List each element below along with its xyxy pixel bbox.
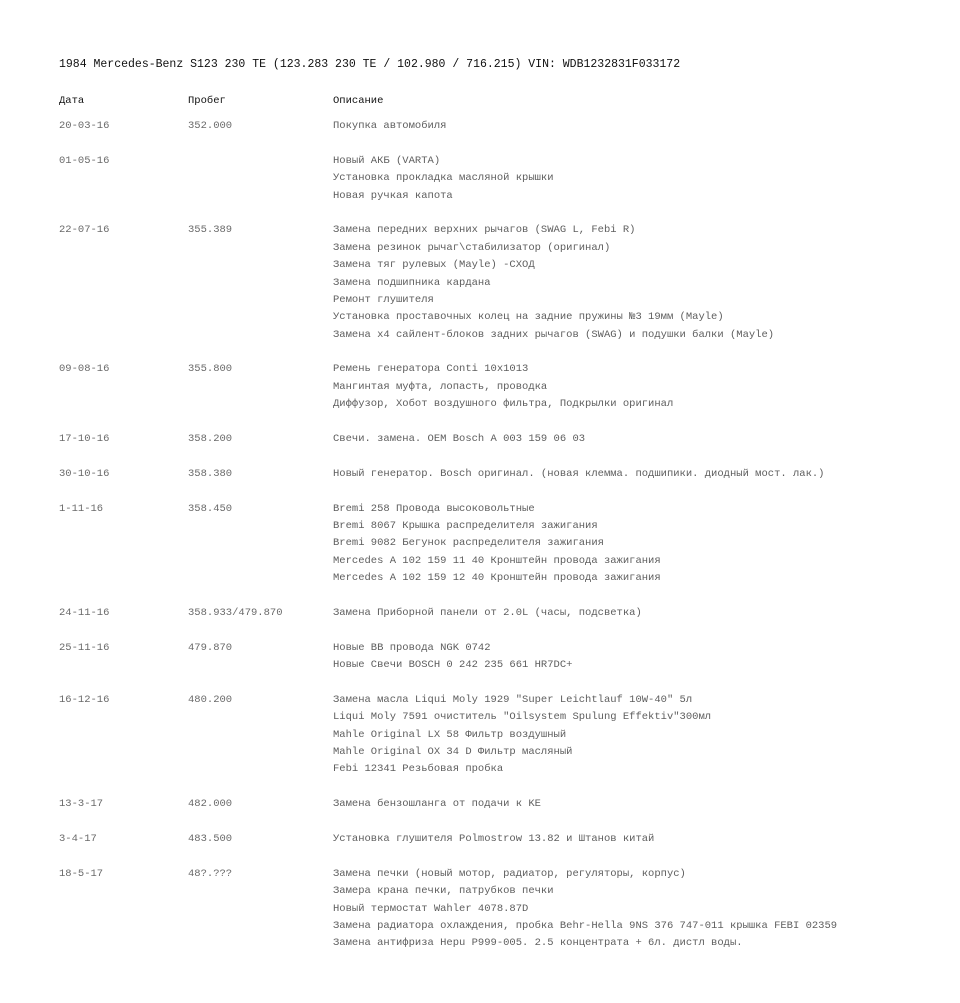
entry-mileage: 48?.??? <box>188 867 233 880</box>
entry-description <box>333 361 953 413</box>
description-line: Диффузор, Хобот воздушного фильтра, Подкрылки оригинал <box>333 398 674 411</box>
description-line: Замера крана печки, патрубков печки <box>333 885 554 898</box>
description-line: Bremi 9082 Бегунок распределителя зажигания <box>333 537 604 550</box>
service-entry <box>0 361 960 413</box>
entry-mileage: 352.000 <box>188 120 233 132</box>
description-line: Замена х4 сайлент-блоков задних рычагов (SWAG) и подушки балки (Mayle) <box>333 328 775 341</box>
description-line: Mercedes A 102 159 12 40 Кронштейн провода зажигания <box>333 572 661 585</box>
description-line: Установка глушителя Polmostrow 13.82 и Штанов китай <box>333 833 655 846</box>
column-header-mileage: Пробег <box>188 95 226 107</box>
description-line: Замена печки (новый мотор, радиатор, регуляторы, корпус) <box>333 867 686 880</box>
entry-description <box>333 866 953 953</box>
description-line: Замена резинок рычаг\стабилизатор (оригинал) <box>333 241 611 254</box>
entry-description <box>333 118 953 135</box>
description-line: Установка проставочных колец на задние пружины №3 19мм (Mayle) <box>333 311 724 324</box>
entry-description <box>333 222 953 344</box>
description-line: Mercedes A 102 159 11 40 Кронштейн провода зажигания <box>333 554 661 567</box>
description-line: Мангинтая муфта, лопасть, проводка <box>333 380 548 393</box>
service-entry <box>0 466 960 483</box>
description-line: Новые Свечи BOSCH 0 242 235 661 HR7DC+ <box>333 659 573 672</box>
description-line: Замена передних верхних рычагов (SWAG L, Febi R) <box>333 224 636 237</box>
entry-description <box>333 831 953 848</box>
description-line: Mahle Original LX 58 Фильтр воздушный <box>333 728 567 741</box>
description-line: Замена подшипника кардана <box>333 276 491 289</box>
entry-mileage: 355.800 <box>188 363 233 376</box>
entry-description <box>333 692 953 779</box>
description-line: Bremi 258 Провода высоковольтные <box>333 502 535 515</box>
entry-description <box>333 431 953 448</box>
description-line: Mahle Original OX 34 D Фильтр масляный <box>333 746 573 759</box>
entry-mileage: 483.500 <box>188 833 233 846</box>
description-line: Установка прокладка масляной крышки <box>333 172 554 185</box>
description-line: Замена Приборной панели от 2.0L (часы, подсветка) <box>333 606 642 619</box>
description-line: Новый АКБ (VARTA) <box>333 154 441 167</box>
entry-date: 09-08-16 <box>59 363 110 376</box>
service-entry <box>0 501 960 588</box>
entry-date: 01-05-16 <box>59 154 110 167</box>
column-header-date: Дата <box>59 95 85 107</box>
entry-description <box>333 605 953 622</box>
service-entry <box>0 605 960 622</box>
entry-description <box>333 796 953 813</box>
entry-date: 17-10-16 <box>59 433 110 446</box>
entry-date: 13-3-17 <box>59 798 104 811</box>
entry-mileage: 480.200 <box>188 693 233 706</box>
entry-mileage: 358.933/479.870 <box>188 606 283 619</box>
description-line: Покупка автомобиля <box>333 120 447 132</box>
service-entry <box>0 640 960 675</box>
service-entry <box>0 831 960 848</box>
service-entry <box>0 431 960 448</box>
description-line: Новый генератор. Bosch оригинал. (новая клемма. подшипики. диодный мост. лак.) <box>333 467 825 480</box>
document-title: 1984 Mercedes-Benz S123 230 TE (123.283 230 TE / 102.980 / 716.215) VIN: WDB1232831F033172 <box>59 58 681 71</box>
entry-description <box>333 640 953 675</box>
entry-description <box>333 466 953 483</box>
service-entry <box>0 692 960 779</box>
description-line: Ремонт глушителя <box>333 293 434 306</box>
entry-description <box>333 153 953 205</box>
column-header-description: Описание <box>333 95 384 107</box>
description-line: Liqui Moly 7591 очиститель "Oilsystem Spulung Effektiv"300мл <box>333 711 712 724</box>
description-line: Замена радиатора охлаждения, пробка Behr-Hella 9NS 376 747-011 крышка FEBI 02359 <box>333 919 838 932</box>
service-entry <box>0 796 960 813</box>
description-line: Новая ручкая капота <box>333 189 453 202</box>
description-line: Bremi 8067 Крышка распределителя зажигания <box>333 519 598 532</box>
entry-date: 22-07-16 <box>59 224 110 237</box>
description-line: Замена антифриза Hepu P999-005. 2.5 концентрата + 6л. дистл воды. <box>333 937 743 950</box>
entry-date: 24-11-16 <box>59 606 110 619</box>
entry-mileage: 479.870 <box>188 641 233 654</box>
description-line: Febi 12341 Резьбовая пробка <box>333 763 504 776</box>
description-line: Ремень генератора Conti 10x1013 <box>333 363 529 376</box>
description-line: Новый термостат Wahler 4078.87D <box>333 902 529 915</box>
entry-mileage: 358.450 <box>188 502 233 515</box>
entry-date: 16-12-16 <box>59 693 110 706</box>
service-entry <box>0 866 960 953</box>
entry-date: 18-5-17 <box>59 867 104 880</box>
entry-date: 3-4-17 <box>59 833 97 846</box>
entry-mileage: 482.000 <box>188 798 233 811</box>
description-line: Замена тяг рулевых (Mayle) -СХОД <box>333 259 535 272</box>
entry-mileage: 358.200 <box>188 433 233 446</box>
entry-date: 25-11-16 <box>59 641 110 654</box>
description-line: Замена бензошланга от подачи к KE <box>333 798 541 811</box>
entry-mileage: 358.380 <box>188 467 233 480</box>
entry-mileage: 355.389 <box>188 224 233 237</box>
description-line: Свечи. замена. OEM Bosch A 003 159 06 03 <box>333 433 586 446</box>
entry-date: 20-03-16 <box>59 120 110 132</box>
service-entry <box>0 153 960 205</box>
description-line: Новые ВВ провода NGK 0742 <box>333 641 491 654</box>
service-entry <box>0 118 960 135</box>
entry-date: 1-11-16 <box>59 502 104 515</box>
service-entry <box>0 222 960 344</box>
description-line: Замена масла Liqui Moly 1929 "Super Leichtlauf 10W-40" 5л <box>333 693 693 706</box>
entry-date: 30-10-16 <box>59 467 110 480</box>
entry-description <box>333 501 953 588</box>
service-log <box>0 118 960 970</box>
